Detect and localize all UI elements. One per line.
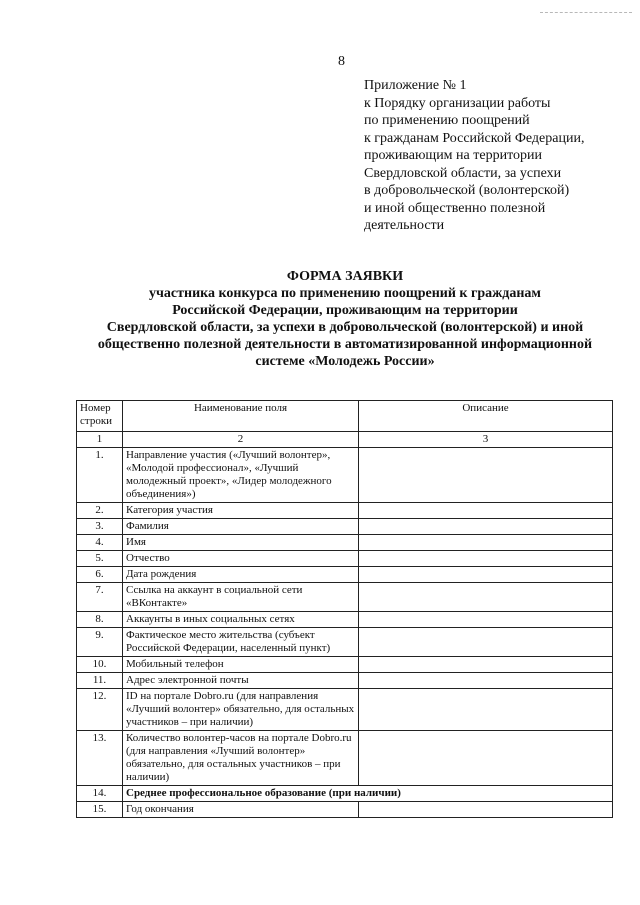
table-row — [77, 657, 613, 673]
column-index-row — [77, 432, 613, 448]
annex-line: Приложение № 1 — [364, 78, 467, 93]
form-title-line: Свердловской области, за успехи в добровольческой (волонтерской) и иной — [106, 320, 584, 335]
field-name-cell: Категория участия — [123, 503, 359, 519]
table-row — [77, 535, 613, 551]
field-name-cell: Дата рождения — [123, 567, 359, 583]
description-cell[interactable] — [359, 657, 613, 673]
description-cell[interactable] — [359, 612, 613, 628]
description-cell[interactable] — [359, 535, 613, 551]
row-number-cell: 6. — [77, 567, 123, 583]
scan-corner-mark — [540, 12, 632, 13]
field-name-cell: Год окончания — [123, 802, 359, 818]
table-row — [77, 689, 613, 731]
table-row — [77, 503, 613, 519]
column-index-cell: 1 — [77, 432, 123, 448]
row-number-cell: 1. — [77, 448, 123, 503]
row-number-cell: 15. — [77, 802, 123, 818]
description-cell[interactable] — [359, 503, 613, 519]
row-number-cell: 11. — [77, 673, 123, 689]
field-name-cell: Фамилия — [123, 519, 359, 535]
form-title-line: участника конкурса по применению поощрений к гражданам — [149, 286, 541, 301]
description-cell[interactable] — [359, 567, 613, 583]
row-number-cell: 7. — [77, 583, 123, 612]
table-row — [77, 628, 613, 657]
description-cell[interactable] — [359, 448, 613, 503]
column-index-cell: 3 — [359, 432, 613, 448]
description-cell[interactable] — [359, 519, 613, 535]
field-name-cell: Имя — [123, 535, 359, 551]
annex-line: в добровольческой (волонтерской) — [364, 183, 570, 198]
header-description: Описание — [359, 401, 613, 432]
annex-line: деятельности — [364, 218, 445, 233]
annex-line: и иной общественно полезной — [364, 200, 546, 216]
form-title-line: Российской Федерации, проживающим на территории — [172, 303, 518, 318]
table-row — [77, 567, 613, 583]
field-name-cell: Фактическое место жительства (субъект Российской Федерации, населенный пункт) — [123, 628, 359, 657]
table-row — [77, 612, 613, 628]
field-name-cell: Мобильный телефон — [123, 657, 359, 673]
table-row — [77, 519, 613, 535]
application-form-table — [76, 400, 613, 818]
form-title-heading: ФОРМА ЗАЯВКИ — [286, 269, 404, 284]
row-number-cell: 14. — [77, 786, 123, 802]
row-number-cell: 8. — [77, 612, 123, 628]
form-title — [40, 268, 640, 370]
row-number-cell: 4. — [77, 535, 123, 551]
description-cell[interactable] — [359, 673, 613, 689]
annex-line: Свердловской области, за успехи — [364, 165, 562, 181]
field-name-cell: Направление участия («Лучший волонтер», «Молодой профессионал», «Лучший молодежный проект», «Лидер молодежного объединения») — [123, 448, 359, 503]
form-title-line: системе «Молодежь России» — [255, 354, 435, 369]
row-number-cell: 5. — [77, 551, 123, 567]
table-row — [77, 731, 613, 786]
annex-line: к гражданам Российской Федерации, — [364, 130, 585, 146]
annex-line: проживающим на территории — [364, 148, 542, 163]
field-name-cell: Ссылка на аккаунт в социальной сети «ВКонтакте» — [123, 583, 359, 612]
column-index-cell: 2 — [123, 432, 359, 448]
description-cell[interactable] — [359, 689, 613, 731]
header-row-number: Номер строки — [77, 401, 123, 432]
row-number-cell: 3. — [77, 519, 123, 535]
table-header-row — [77, 401, 613, 432]
table-row — [77, 786, 613, 802]
table-row — [77, 673, 613, 689]
description-cell[interactable] — [359, 551, 613, 567]
annex-line: к Порядку организации работы — [364, 95, 551, 111]
description-cell[interactable] — [359, 802, 613, 818]
description-cell[interactable] — [359, 731, 613, 786]
description-cell[interactable] — [359, 583, 613, 612]
table-row — [77, 583, 613, 612]
table-row — [77, 448, 613, 503]
field-name-cell: Количество волонтер-часов на портале Dobro.ru (для направления «Лучший волонтер» обязательно, для остальных участников – при наличии) — [123, 731, 359, 786]
description-cell[interactable] — [359, 628, 613, 657]
row-number-cell: 13. — [77, 731, 123, 786]
row-number-cell: 9. — [77, 628, 123, 657]
row-number-cell: 2. — [77, 503, 123, 519]
field-name-cell: Среднее профессиональное образование (при наличии) — [123, 786, 613, 802]
field-name-cell: Адрес электронной почты — [123, 673, 359, 689]
field-name-cell: Отчество — [123, 551, 359, 567]
field-name-cell: Аккаунты в иных социальных сетях — [123, 612, 359, 628]
header-field-name: Наименование поля — [123, 401, 359, 432]
row-number-cell: 10. — [77, 657, 123, 673]
table-row — [77, 802, 613, 818]
annex-block — [364, 77, 636, 235]
field-name-cell: ID на портале Dobro.ru (для направления «Лучший волонтер» обязательно, для остальных участников – при наличии) — [123, 689, 359, 731]
page-number: 8 — [338, 54, 345, 69]
table-row — [77, 551, 613, 567]
form-title-line: общественно полезной деятельности в автоматизированной информационной — [97, 337, 593, 352]
row-number-cell: 12. — [77, 689, 123, 731]
annex-line: по применению поощрений — [364, 113, 530, 128]
